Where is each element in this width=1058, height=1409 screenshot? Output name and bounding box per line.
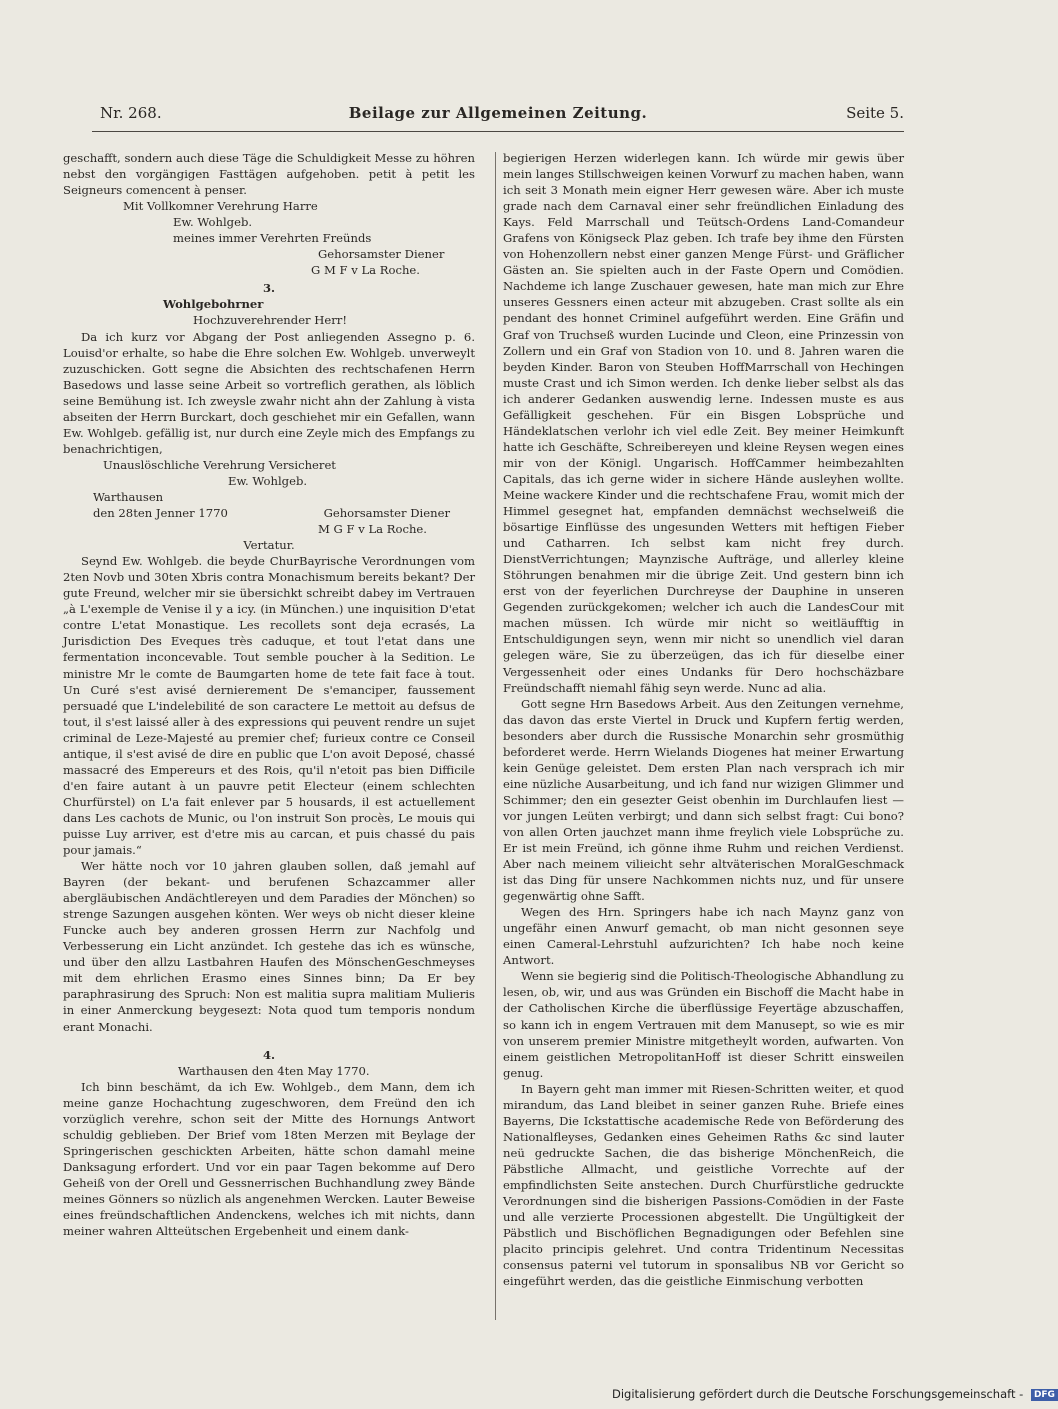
left-column (63, 150, 475, 1239)
closing-line: Ew. Wohlgeb. (228, 473, 308, 488)
letter-paragraph: Da ich kurz vor Abgang der Post anliegenden Assegno p. 6. Louisd'or erhalte, so habe die Ehre solchen Ew. Wohlgeb. unverweylt zuzuschicken. Gott segne die Absichten des rechtschafenen Herrn Basedows und lasse seine Arbeit so vortreflich gerathen, als löblich seine Bemühung ist. Ich zweysle zwahr nicht ahn der Zahlung à vista abseiten der Herrn Burckart, doch geschiehet mir ein Gefallen, wann Ew. Wohlgeb. gefällig ist, nur durch eine Zeyle mich des Empfangs zu benachrichtigen, (63, 329, 475, 456)
letter-paragraph: geschafft, sondern auch diese Täge die Schuldigkeit Messe zu höhren nebst den vorgängigen Fasttägen aufgehoben. petit à petit les Seigneurs comencent à penser. (63, 151, 475, 198)
column-divider (495, 152, 496, 1320)
closing-line: meines immer Verehrten Freünds (173, 231, 372, 246)
page-number: Seite 5. (846, 104, 904, 122)
closing-line: Gehorsamster Diener (318, 247, 445, 262)
date-signature-row (63, 505, 475, 521)
closing-line: Mit Vollkomner Verehrung Harre (123, 199, 318, 214)
salutation: Hochzuverehrender Herr! (193, 313, 348, 328)
letter-paragraph: Wenn sie begierig sind die Politisch-Theologische Abhandlung zu lesen, ob, wir, und aus was Gründen ein Bischoff die Macht habe in der Catholischen Kirche die überflüssige Feyertäge abzuschaffen, so kann ich in engem Vertrauen mit dem Manusept, so wie es mir von unserem premier Ministre mitgetheylt worden, aufwarten. Von einem geistlichen MetropolitanHoff ist dieser Schritt einsweilen genug. (503, 969, 904, 1080)
letter-paragraph: Wegen des Hrn. Springers habe ich nach Maynz ganz von ungefähr einen Anwurf gemacht, ob man nicht gesonnen seye einen Cameral-Lehrstuhl aufzurichten? Ich habe noch keine Antwort. (503, 905, 904, 968)
closing-line: Ew. Wohlgeb. (173, 215, 253, 230)
closing-line: Gehorsamster Diener (323, 506, 450, 521)
page-title: Beilage zur Allgemeinen Zeitung. (348, 104, 648, 122)
dfg-logo: DFG (1031, 1389, 1058, 1401)
credit-text: Digitalisierung gefördert durch die Deutsche Forschungsgemeinschaft - (612, 1387, 1024, 1401)
signature: G M F v La Roche. (311, 263, 420, 278)
letter-paragraph: Ich binn beschämt, da ich Ew. Wohlgeb., dem Mann, dem ich meine ganze Hochachtung zugeschworen, dem Freünd den ich vorzüglich verehre, schon seit der Mitte des Hornungs Antwort schuldig geblieben. Der Brief vom 18ten Merzen mit Beylage der Springerischen geschickten Arbeiten, hätte schon damahl meine Danksagung erfordert. Und vor ein paar Tagen bekomme auf Dero Geheiß von der Orell und Gessnerrischen Buchhandlung zwey Bände meines Gönners so nüzlich als angenehmen Wercken. Lauter Beweise eines freündschaftlichen Andenckens, welches ich mit nichts, dann meiner wahren Altteütschen Ergebenheit und einem dank- (63, 1079, 475, 1239)
letter-paragraph: Seynd Ew. Wohlgeb. die beyde ChurBayrische Verordnungen vom 2ten Novb und 30ten Xbris contra Monachismum bereits bekant? Der gute Freund, welcher mir sie übersichkt schreibt dabey im Vertrauen „à L'exemple de Venise il y a icy. (in München.) une inquisition D'etat contre L'etat Monastique. Les recollets sont deja ecrasés, La Jurisdiction Des Eveques très caduque, et tout l'etat dans une fermentation inconcevable. Tout semble poucher à la Sedition. Le ministre Mr le comte de Baumgarten home de tete fait face à tout. Un Curé s'est avisé dernierement De s'emanciper, faussement persuadé que L'indelebilité de son caractere Le mettoit au defsus de tout, il s'est laissé aller à des expressions qui peuvent rendre un sujet criminal de Leze-Majesté au premier chef; furieux contre ce Conseil antique, il s'est avisé de dire en public que L'on avoit Deposé, chassé massacré des Empereurs et des Rois, qu'il n'etoit pas bien Difficile d'en faire autant à un pauvre petit Electeur (einem schlechten Churfürstel) on L'a fait enlever par 5 housards, il est actuellement dans Les cachots de Munic, ou l'on instruit Son procès, Le mouis qui puisse Luy arriver, est d'etre mis au carcan, et puis chassé du pais pour jamais.“ (63, 554, 475, 858)
letter-date: den 28ten Jenner 1770 (93, 506, 228, 521)
digitization-credit (612, 1387, 1055, 1401)
letter-paragraph: In Bayern geht man immer mit Riesen-Schritten weiter, et quod mirandum, das Land bleibet in seiner ganzen Ruhe. Briefe eines Bayerns, Die Ickstattische academische Rede von Beförderung des Nationalfleyses, Gedanken eines Geheimen Raths &c sind lauter neü gedruckte Sachen, die das bisherige MönchenReich, die Päbstliche Allmacht, und geistliche Vorrechte auf der empfindlichsten Seite anstechen. Durch Churfürstliche gedruckte Verordnungen sind die bisherigen Passions-Comödien in der Faste und alle verzierte Processionen abgestellt. Die Ungültigkeit der Päbstlich und Bischöflichen Begnadigungen oder Befehlen sine placito principis gelehret. Und contra Tridentinum Necessitas consensus paterni vel tutorum in sponsalibus NB vor Gericht so eingeführt werden, das die geistliche Einmischung verbotten (503, 1081, 904, 1289)
page-header (92, 104, 904, 126)
letter-number: 4. (262, 1047, 276, 1062)
letter-date: Warthausen den 4ten May 1770. (178, 1063, 370, 1078)
right-column (503, 150, 904, 1289)
letter-paragraph: begierigen Herzen widerlegen kann. Ich würde mir gewis über mein langes Stillschweigen keinen Vorwurf zu machen haben, wann ich seit 3 Monath mein eigner Herr gewesen wäre. Aber ich muste grade nach dem Carnaval einer sehr freündlichen Einladung des Kays. Feld Marrschall und Teütsch-Ordens Land-Comandeur Grafens von Königseck Plaz geben. Ich trafe bey ihme den Fürsten von Hohenzollern nebst einer ganzen Menge Fürst- und Gräflicher Gästen an. Sie spielten auch in der Faste Opern und Comödien. Nachdeme ich lange Zuschauer gewesen, hate man mich zur Ehre unseres Gessners einen acteur mit abzugeben. Crast sollte als ein pendant des honnet Criminel aufgeführt werden. Eine Gräfin und Graf von Truchseß wurden Lucinde und Cleon, eine Prinzessin von Zollern und ein Graf von Stadion von 10. und 8. Jahren waren die beyden Kinder. Baron von Steuben HoffMarrschall von Hechingen muste Crast und ich Simon werden. Ich denke lieber selbst als das ich anderer Gedanken auswendig lerne. Indessen muste es aus Gefälligkeit geschehen. Für ein Bisgen Lobsprüche und Händeklatschen verlohr ich viel edle Zeit. Bey meiner Heimkunft hatte ich Geschäfte, Schreibereyen und kleine Reysen wegen eines mir von der Königl. Ungarisch. HoffCammer heimbezahlten Capitals, das ich gerne wider in sichere Hände ausleyhen wollte. Meine wackere Kinder und die rechtschafene Frau, womit mich der Himmel gesegnet hat, empfanden demnächst wechselweiß die bösartige Einflüsse des ungesunden Wetters mit heftigen Fieber und Catharren. Ich selbst kam nicht frey durch. DienstVerrichtungen; Maynzische Aufträge, und allerley kleine Stöhrungen benahmen mir die übrige Zeit. Und gestern binn ich erst von der feyerlichen Durchreyse der Dauphine in unseren Gegenden zurückgekomen; welcher ich auch die LandesCour mit machen müssen. Ich würde mir nicht so weitläufftig in Entschuldigungen seyn, wenn mir nicht so unendlich viel daran gelegen wäre, Sie zu überzeügen, das ich für dieselbe einer Vergessenheit oder eines Undanks für Dero hochschäzbare Freündschafft niemahl fähig seyn werde. Nunc ad alia. (503, 151, 904, 695)
closing-line: Unauslöschliche Verehrung Versicheret (103, 457, 336, 472)
header-rule (92, 131, 904, 132)
vertatur-label: Vertatur. (243, 538, 295, 553)
signature: M G F v La Roche. (318, 522, 427, 537)
letter-paragraph: Gott segne Hrn Basedows Arbeit. Aus den Zeitungen vernehme, das davon das erste Viertel in Druck und Kupfern fertig werden, besonders aber durch die Russische Monarchin sehr grosmüthig beforderet werde. Herrn Wielands Diogenes hat meiner Erwartung kein Genüge geleistet. Dem ersten Plan nach versprach ich mir eine nüzliche Ausarbeitung, und ich fand nur wizigen Glimmer und Schimmer; den ein gesezter Geist obenhin im Durchlaufen liest — vor jungen Leüten verbirgt; und dann sich selbst fragt: Cui bono? von allen Orten jauchzet mann ihme freylich viele Lobsprüche zu. Er ist mein Freünd, ich gönne ihme Ruhm und reichen Verdienst. Aber nach meinem vilieicht sehr altväterischen MoralGeschmack ist das Ding für unsere Nachkommen nichts nuz, und für unsere gegenwärtig ohne Safft. (503, 696, 904, 904)
salutation: Wohlgebohrner (163, 297, 264, 312)
letter-paragraph: Wer hätte noch vor 10 jahren glauben sollen, daß jemahl auf Bayren (der bekant- und berufenen Schazcammer aller abergläubischen Andächtlereyen und dem Paradies der Mönchen) so strenge Sazungen ausgehen könten. Wer weys ob nicht dieser kleine Funcke auch bey anderen grossen Herrn zur Nachfolg und Verbesserung ein Licht anzündet. Ich gestehe das ich es wünsche, und über den allzu Lastbahren Haufen des MönschenGeschmeyses mit dem ehrlichen Erasmo eines Sinnes binn; Da Er bey paraphrasirung des Spruch: Non est malitia supra malitiam Mulieris in einer Anmerckung beygesezt: Nota quod tum temporis nondum erant Monachi. (63, 859, 475, 1034)
issue-number: Nr. 268. (100, 104, 162, 122)
place-line: Warthausen (93, 489, 164, 504)
letter-number: 3. (262, 281, 276, 296)
